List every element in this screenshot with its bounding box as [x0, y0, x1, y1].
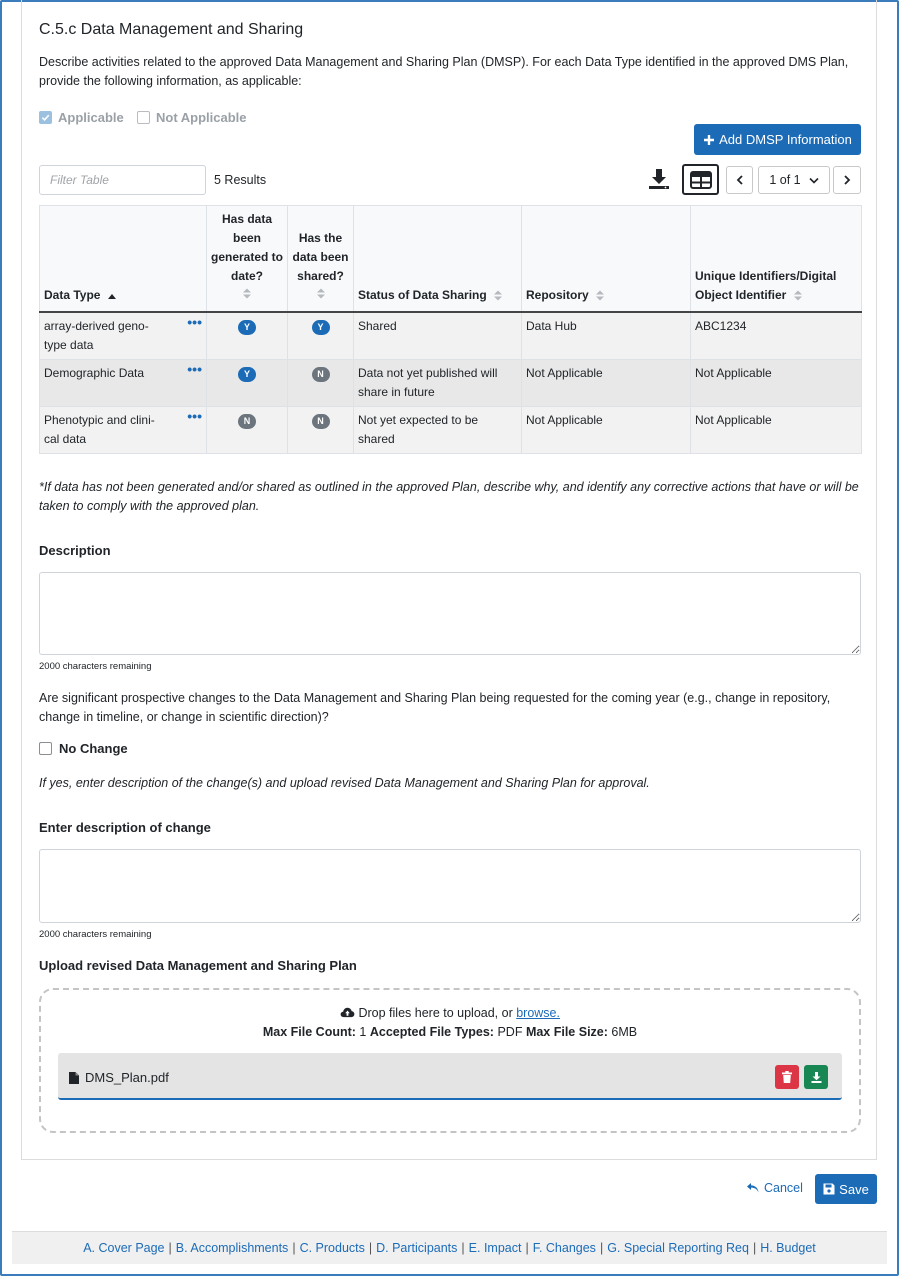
cell-repository: Not Applicable	[522, 407, 691, 454]
column-header-data-type[interactable]: Data Type	[40, 206, 207, 313]
prev-page-button[interactable]	[726, 166, 753, 194]
add-dmsp-button[interactable]	[694, 124, 861, 155]
table-row	[40, 360, 862, 407]
applicable-checkbox[interactable]	[39, 111, 52, 124]
save-icon	[823, 1183, 835, 1195]
nav-budget[interactable]: H. Budget	[760, 1241, 816, 1255]
row-actions-icon[interactable]: •••	[187, 361, 202, 377]
sort-icon	[243, 288, 251, 299]
section-title: C.5.c Data Management and Sharing	[39, 21, 304, 38]
corrective-actions-note: *If data has not been generated and/or shared as outlined in the approved Plan, describe why, and identify any corrective actions that have or will be taken to comply with the approved plan.	[39, 480, 859, 513]
description-textarea[interactable]	[39, 572, 861, 655]
nav-participants[interactable]: D. Participants	[376, 1241, 458, 1255]
yes-badge: Y	[238, 320, 256, 335]
column-chooser-button[interactable]	[682, 164, 719, 195]
cell-data-type: Demographic Data •••	[40, 360, 207, 407]
column-header-shared[interactable]: Has the data been shared?	[288, 206, 354, 313]
row-actions-icon[interactable]: •••	[187, 408, 202, 424]
save-label: Save	[839, 1181, 869, 1197]
not-applicable-checkbox[interactable]	[137, 111, 150, 124]
drop-instructions	[41, 1006, 859, 1020]
cell-generated	[207, 360, 288, 407]
cell-shared	[288, 312, 354, 360]
nav-products[interactable]: C. Products	[299, 1241, 365, 1255]
no-change-checkbox[interactable]	[39, 742, 52, 755]
nav-accomplishments[interactable]: B. Accomplishments	[175, 1241, 289, 1255]
applicable-label: Applicable	[58, 110, 124, 125]
sort-icon	[794, 290, 802, 301]
sort-icon	[596, 290, 604, 301]
cell-status: Shared	[354, 312, 522, 360]
description-label: Description	[39, 543, 111, 558]
not-applicable-option[interactable]	[137, 110, 247, 125]
column-header-identifier[interactable]: Unique Identifiers/Digital Object Identifier	[691, 206, 862, 313]
cell-shared	[288, 407, 354, 454]
no-badge: N	[312, 367, 330, 382]
next-page-button[interactable]	[833, 166, 861, 194]
cell-status: Data not yet published will share in future	[354, 360, 522, 407]
yes-badge: Y	[312, 320, 330, 335]
add-dmsp-label: Add DMSP Information	[719, 132, 852, 147]
plus-icon	[703, 134, 715, 146]
cell-repository: Not Applicable	[522, 360, 691, 407]
file-icon	[69, 1072, 79, 1084]
save-button[interactable]	[815, 1174, 877, 1204]
not-applicable-label: Not Applicable	[156, 110, 247, 125]
no-badge: N	[312, 414, 330, 429]
file-name: DMS_Plan.pdf	[85, 1070, 169, 1085]
cell-shared	[288, 360, 354, 407]
filter-table-input[interactable]	[39, 165, 206, 195]
download-icon	[811, 1072, 822, 1083]
change-instruction: If yes, enter description of the change(s) and upload revised Data Management and Sharing Plan for approval.	[39, 776, 650, 790]
nav-cover-page[interactable]: A. Cover Page	[83, 1241, 165, 1255]
download-file-button[interactable]	[804, 1065, 828, 1089]
cell-identifier: ABC1234	[691, 312, 862, 360]
page-select[interactable]	[758, 166, 830, 194]
section-nav-footer: A. Cover Page | B. Accomplishments | C. Products | D. Participants | E. Impact | F. Changes | G. Special Reporting Req | H. Budget	[12, 1231, 887, 1264]
page-indicator: 1 of 1	[769, 173, 801, 187]
dmsp-table	[39, 205, 862, 454]
description-char-counter: 2000 characters remaining	[39, 661, 152, 672]
drop-text: Drop files here to upload, or	[358, 1006, 517, 1020]
browse-link[interactable]: browse.	[516, 1006, 560, 1020]
chevron-left-icon	[736, 175, 744, 185]
no-change-option[interactable]	[39, 741, 128, 756]
upload-constraints: Max File Count: 1 Accepted File Types: PDF Max File Size: 6MB	[262, 1025, 638, 1039]
chevron-right-icon	[843, 175, 851, 185]
table-row	[40, 312, 862, 360]
cell-identifier: Not Applicable	[691, 407, 862, 454]
cell-generated	[207, 312, 288, 360]
nav-special-reporting[interactable]: G. Special Reporting Req	[607, 1241, 749, 1255]
change-description-textarea[interactable]	[39, 849, 861, 923]
cell-identifier: Not Applicable	[691, 360, 862, 407]
undo-icon	[746, 1182, 760, 1194]
delete-file-button[interactable]	[775, 1065, 799, 1089]
sort-asc-icon	[108, 293, 116, 299]
cell-generated	[207, 407, 288, 454]
cell-data-type: array-derived geno-type data •••	[40, 312, 207, 360]
row-actions-icon[interactable]: •••	[187, 314, 202, 330]
change-char-counter: 2000 characters remaining	[39, 929, 152, 940]
change-description-label: Enter description of change	[39, 820, 211, 835]
table-header-row	[40, 206, 862, 313]
table-row	[40, 407, 862, 454]
nav-changes[interactable]: F. Changes	[532, 1241, 596, 1255]
cell-repository: Data Hub	[522, 312, 691, 360]
yes-badge: Y	[238, 367, 256, 382]
sort-icon	[317, 288, 325, 299]
download-table-icon[interactable]	[647, 167, 673, 193]
applicable-option[interactable]	[39, 110, 124, 125]
uploaded-file-row	[58, 1053, 842, 1100]
section-intro: Describe activities related to the approved Data Management and Sharing Plan (DMSP). For each Data Type identified in the approved DMS Plan, provide the following information, as applicable:	[39, 55, 849, 88]
column-header-generated[interactable]: Has data been generated to date?	[207, 206, 288, 313]
column-header-status[interactable]: Status of Data Sharing	[354, 206, 522, 313]
cancel-label: Cancel	[764, 1181, 803, 1195]
no-change-label: No Change	[59, 741, 128, 756]
checkmark-icon	[41, 113, 50, 122]
column-header-repository[interactable]: Repository	[522, 206, 691, 313]
sort-icon	[494, 290, 502, 301]
section-card	[21, 0, 877, 1160]
trash-icon	[782, 1071, 792, 1083]
table-columns-icon	[690, 171, 712, 189]
chevron-down-icon	[809, 177, 819, 184]
upload-label: Upload revised Data Management and Sharing Plan	[39, 958, 357, 973]
cancel-button[interactable]	[746, 1181, 803, 1195]
changes-question: Are significant prospective changes to the Data Management and Sharing Plan being requested for the coming year (e.g., change in repository, change in timeline, or change in scientific direction)?	[39, 691, 831, 724]
no-badge: N	[238, 414, 256, 429]
upload-dropzone[interactable]	[39, 988, 861, 1133]
results-count: 5 Results	[214, 173, 267, 187]
cell-data-type: Phenotypic and clini-cal data •••	[40, 407, 207, 454]
cloud-upload-icon	[340, 1007, 355, 1018]
cell-status: Not yet expected to be shared	[354, 407, 522, 454]
nav-impact[interactable]: E. Impact	[468, 1241, 522, 1255]
